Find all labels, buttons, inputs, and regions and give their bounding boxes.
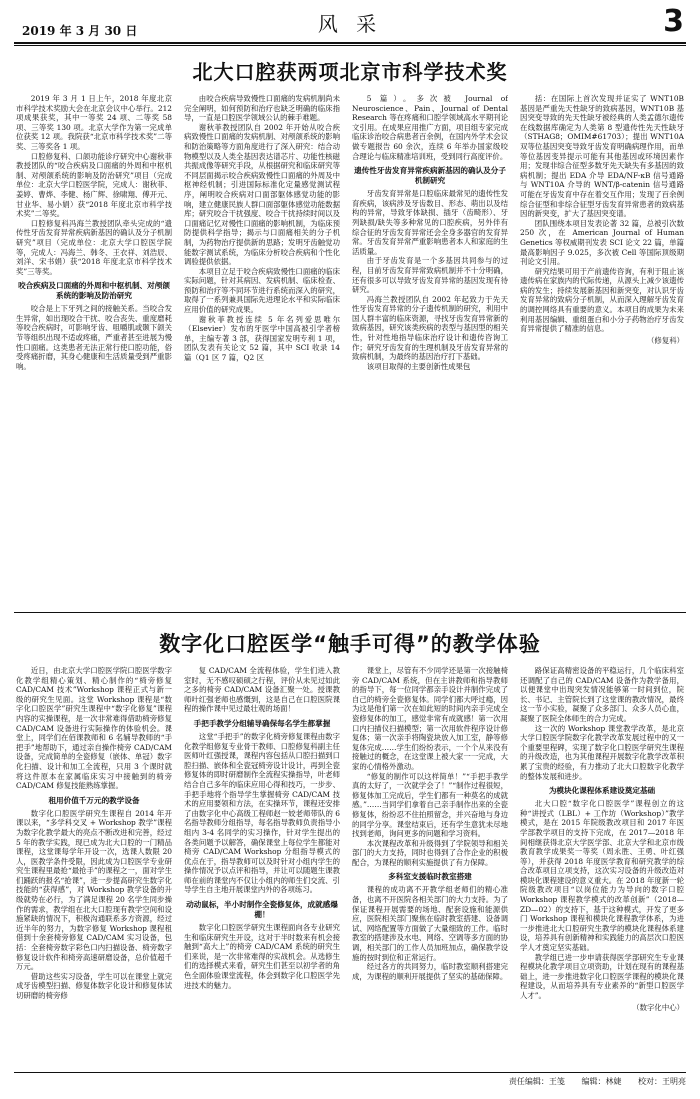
paragraph: 课程的成功离不开教学组老师们的精心准备，也离不开医院各相关部门的大力支持。为了保证课程开展需要的场地、配套设施和能源供应，医院相关部门聚焦在临时教室搭建、设备调试、网络配置等方面做了大量细致的工作。临时教室的搭建涉及水电、网络、空调等多方面的协调，相关部门的工作人员加班加点，确保教学设施的按时到位和正常运行。 (352, 885, 508, 962)
article2-column-4 (520, 666, 684, 1068)
article1-title: 北大口腔获两项北京市科学技术奖 (192, 60, 508, 84)
article1-column-1 (16, 94, 172, 600)
paragraph: 牙齿发育异常是口腔临床最常见的遗传性发育疾病，该病涉及牙齿数目、形态、萌出以及结构的异常，导致牙体缺损、插牙（齿畸形）、牙列缺损/缺失等多种常见的口腔疾病，另外伴有综合征的牙齿发育异常还会全身多器官的发育异常。牙齿发育异常严重影响患者本人和家庭的生活质量。 (352, 189, 508, 256)
paragraph: 研究结果可用于产前遗传咨询，有利于阻止该遗传病在家族内的代际传递，从源头上减少该遗传病的发生；持续发展新基因和新突变，对认识牙齿发育异常的致病分子机制，从而深入理解牙齿发育的调控网络具有重要的意义。本项目的成果为未来利用基因编辑、重组蛋白和小分子药物治疗牙齿发育异常提供了精准的信息。 (520, 266, 684, 334)
paragraph: 口腔修复科、口颌功能诊疗研究中心谢秋菲教授团队的“咬合疾病及口面痛的外周和中枢机制、对颅颌系统的影响及防治研究”项目（完成单位：北京大学口腔医学院，完成人：谢秋菲、姜婷、曹烨、李健、杨广辉、徐啸翔、傅开元、甘业华、易小娟）获“2018 年度北京市科学技术奖”二等奖。 (16, 151, 172, 219)
article2-byline: （数字化中心） (632, 1002, 684, 1012)
paragraph: 谢秋菲教授连续 5 年名列爱思唯尔（Elsevier）发布的牙医学中国高被引学者榜单，主编专著 3 部，获得国家发明专利 1 项，团队发表有关论文 52 篇，其中 SCI 收录 14 篇（Q1 区 7 篇，Q2 区 (184, 314, 340, 363)
paragraph: 口腔修复科冯海兰教授团队牵头完成的“遗传性牙齿发育异常疾病新基因的确认及分子机制研究”项目（完成单位：北京大学口腔医学院等，完成人：冯海兰、韩冬、王衣祥、刘浩辰、刘洋、宋书娟）获“2018 年度北京市科学技术奖”三等奖。 (16, 218, 172, 276)
paragraph: 冯海兰教授团队自 2002 年起致力于先天性牙齿发育异常的分子遗传机制的研究，利用中国人群丰富的临床资源，寻找牙齿发育异常新的致病基因，研究该类疾病的表型与基因型的相关性，针对性地指导临床治疗设计和遗传咨询工作；研究牙齿发育的生理机制及牙齿发育异常的致病机制，为最终的基因治疗打下基础。 (352, 294, 508, 362)
paragraph: 团队围绕本项目发表论著 32 篇，总被引次数 250 次，在 American Journal of Human Genetics 等权威期刊发表 SCI 论文 22 篇，单篇最高影响因子 9.025，多次被 Cell 等国际顶级期刊论文引用。 (520, 218, 684, 267)
article1-column-2 (184, 94, 340, 600)
paragraph: 课堂上，尽管有不少同学还是第一次接触椅旁 CAD/CAM 系统，但在主讲教师和指导教师的指导下，每一位同学都亲手设计并制作完成了自己的椅旁全瓷修复体。同学们都大呼过瘾，因为这是他们第一次在如此短的时间内亲手完成全瓷修复体的加工，感觉非常有成就感！第一次用口内扫描仪扫描模型；第一次用软件程序设计修复体；第一次亲手将陶瓷块放入加工室，静等修复体完成……学生们纷纷表示，一个个从来没有接触过的概念，在这堂课上被大家一一完成，大家的心情格外激动。 (352, 666, 508, 771)
article1-byline: （修复科） (647, 335, 684, 345)
footer-layout: 编辑：林婕 (581, 1077, 622, 1086)
paragraph: 本次课程改革和升级得到了学院领导和相关部门的大力支持，同时也得到了合作企业的积极配合，为课程的顺利实施提供了有力保障。 (352, 838, 508, 867)
paragraph: 借助这些实习设备，学生可以在课堂上就完成牙齿模型扫描、修复体数字化设计和修复体试切研磨的椅旁修 (16, 971, 172, 1000)
paragraph: 经过各方的共同努力，临时教室顺利搭建完成，为课程的顺利开展提供了坚实的基础保障。 (352, 962, 508, 981)
paragraph: 括：在国际上首次发现并证实了 WNT10B 基因是严重先天性缺牙的致病基因，WNT10B 基因突变导致的先天性缺牙被经典的人类孟德尔遗传在线数据库确定为人类第 8 型遗传性先天性缺牙（STHAG8；OMIM#61703）；提出 WNT10A 双等位基因突变导致牙齿发育明确病理作用，而单等位基因变异提示可能有其他基因或环境因素作用；发现非综合征型多数牙先天缺失有多基因的致病机制；提出 EDA 介导 EDA/NF-κB 信号通路与 WNT10A 介导的 WNT/β-catenin 信号通路可能在牙齿发育中存在着交互作用；发现了百余例综合征型和非综合征型牙齿发育异常患者的致病基因的新突变，扩大了基因突变谱。 (520, 94, 684, 219)
page-number: 3 (663, 4, 684, 39)
article-divider (14, 612, 686, 613)
paragraph: 北大口腔“数字化口腔医学”课程创立的这种“讲授式（LBL）+ 工作坊（Workshop）”教学模式，是在 2015 年院级教改项目和 2017 年医学部教学项目的支持下完成，在 2017—2018 年间相继获得北京大学医学部、北京大学和北京市级教育教学成果奖一等奖（周永胜、王勇、叶红强等），并获得 2018 年度医学教育和研究教学的综合改革项目立项支持，这次实习设备的升级改造对模块化课程建设的意义重大。在 2018 年度新一轮院级教改项目“以岗位能力为导向的数字口腔 Workshop 课程教学模式的改革创新”（2018—ZD—02）的支持下，基于这种模式，开发了更多门 Workshop 课程和模块化课程教学体系，为进一步推进北大口腔研究生教学的模块化课程体系建设，培养具有创新精神和实践能力的高层次口腔医学人才奠定坚实基础。 (520, 799, 684, 953)
footer-proof: 校对：王明亮 (638, 1077, 686, 1086)
article1-column-4 (520, 94, 684, 600)
article2-subheading-4: 多科室支援临时教室搭建 (388, 872, 472, 882)
section-title: 风 采 (317, 12, 383, 36)
article2-subheading-5: 为模块化课程体系建设奠定基础 (548, 786, 656, 796)
article2-column-1 (16, 666, 172, 1068)
paragraph: 数字化口腔医学研究生课程面向各专业研究生和临床研究生开设，这对于半时数来有机会接触到“高大上”的椅旁 CAD/CAM 系统的研究生们来说，是一次非常难得的实战机会。从选修生们的选择模式来看，研究生们甚至以初学者的角色全面体验课堂流程，体会到数字化口腔医学先进技术的魅力。 (184, 923, 340, 990)
paragraph: 谢秋菲教授团队自 2002 年开始从咬合疾病致慢性口面痛的发病机制、对颅颌系统的影响和防治策略等方面角度进行了深入研究：结合动物模型以及人类全基因表达谱芯片、功能性核磁共振成像等研究手段，从根据研究和临床研究等不同层面揭示咬合疾病致慢性口面痛的外周及中枢神经机制；引进国际标准化定量感觉测试程序，阐明咬合疾病对口面部躯体感觉功能的影响，建立健康民族人群口面部躯体感觉功能数据库；研究咬合干扰强度、咬合干扰持续时间以及口面痛记忆对慢性口面痛的影响机制，为临床预防提供科学指导；揭示与口面痛相关的分子机制，为药物治疗提供新的思路；发明牙齿触觉功能数字测试系统，为临床分析咬合疾病和个性化调验提供依据。 (184, 122, 340, 267)
article2-title: 数字化口腔医学“触手可得”的教学体验 (159, 632, 541, 656)
article2-column-2 (184, 666, 340, 1068)
paragraph: 5 篇）。多次被 Journal of Neuroscience、Pain、Journal of Dental Research 等在疼痛和口腔学领域高水平期刊论文引用。在成果应用推广方面，项目组专家完成临床诊治咬合病患者百余例，在国内外学术会议做专题报告 60 余次，连续 6 年举办国家级咬合理论与临床精准培训班，受到同行高度评价。 (352, 94, 508, 161)
paragraph: 本项目立足于咬合疾病致慢性口面痛的临床实际问题，针对其病因、发病机制、临床检查、预防和治疗等不同环节进行系统而深入的研究，取得了一系列兼具国际先进理论水平和实际临床应用价值的研究成果。 (184, 266, 340, 315)
paragraph: 2019 年 3 月 1 日上午，2018 年度北京市科学技术奖励大会在北京会议中心举行。212 项成果获奖，其中一等奖 24 项、二等奖 58 项、三等奖 130 项。北京大学作为第一完成单位获奖 12 项。我院获“北京市科学技术奖”二等奖、三等奖各 1 项。 (16, 94, 172, 151)
paragraph: 数字化口腔医学研究生课程自 2014 年开课以来，“多学科交叉 + Workshop 教学”课程为数字化教学最大的亮点不断改进和完善，经过 5 年的教学实践，现已成为北大口腔的一门精品课程，这堂课每学年开设一次，选课人数限 20 人，医教学条件受限，因此成为口腔医学专业研究生课程里最抢“最抢手”的课程之一，面对学生们踊跃的报名“抢课”，进一步提高研究生数字化技能的“获得感”，对 Workshop 教学设备的升级就势在必行，为了满足课程 20 名学生同步操作的需求，教学组在北大口腔现有教学空间和设施紧缺的情况下，积极沟通联系多方资源，经过近半年的努力，为数字修复 Workshop 课程租借到十余套椅旁修复 CAD/CAM 实习设备，包括：全套椅旁数字彩色口内扫描设备、椅旁数字修复设计软件和椅旁高速研磨设备，总价值超千万元。 (16, 808, 172, 972)
header-rule-thin (14, 45, 686, 46)
paragraph: 由于牙齿发育是一个多基因共同参与的过程，目前牙齿发育异常致病机制并不十分明确，还有很多可以导致牙齿发育异常的基因发现有待研究。 (352, 256, 508, 295)
page-footer (14, 1076, 686, 1087)
article2-subheading-3: 动动鼠标，半小时制作全瓷修复体，成就感爆棚！ (186, 900, 338, 920)
paragraph: 由咬合疾病导致慢性口面痛的发病机制尚未完全阐明，如何预防和治疗也缺乏明确的临床指导，一直是口腔医学领域公认的棘手难题。 (184, 94, 340, 123)
article1-subheading-2: 遗传性牙齿发育异常疾病新基因的确认及分子机制研究 (354, 166, 506, 186)
article2-column-3 (352, 666, 508, 1068)
header-rule (14, 42, 686, 44)
paragraph: 咬合是上下牙列之间的接触关系。当咬合发生异常，如出现咬合干扰、咬合丧失、重度磨耗等咬合疾病时，可影响牙齿、咀嚼肌或颞下颌关节等组织出现不适或疼痛，严重者甚至进展为慢性口面痛。这类患者无法正常行使口腔功能，俗受疼痛折磨，其身心健康和生活质量受到严重影响。 (16, 304, 172, 371)
paragraph: 这一次的 Workshop 课堂教学改革，是北京大学口腔医学院数字化教学改革发展过程中的又一个重要里程碑，实现了数字化口腔医学研究生课程的升级改造，也为其他课程开展数字化教学改革积累了宝贵的经验，有力推动了北大口腔数字化教学的整体发展和进步。 (520, 723, 684, 781)
paragraph: 该项目取得的主要创新性成果包 (366, 361, 471, 371)
paragraph: 路保证高精密设备的平稳运行，几个临床科室还调配了自己的 CAD/CAM 设备作为教学备用，以便课堂中出现突发情况能够第一时间到位，院长、书记、主管院长到了这堂课的教改情况，最终这一节小实验，凝聚了众多部门、众多人员心血，凝聚了医院全体师生的合力完成。 (520, 666, 684, 723)
paragraph: 教学组已进一步申请获得医学部研究生专业课程模块化教学项目立项资助，计划在现有的课程基础上，进一步推进数字化口腔医学课程的模块化课程建设，从而培养具有专业素养的“新型口腔医学人才”。 (520, 952, 684, 1000)
footer-rule (14, 1072, 686, 1073)
paragraph: “修复的制作可以这样简单！”“手把手教学真的太好了，一次就学会了！”“制作过程很短，修复体加工完成后，学生们都有一种莫名的成就感。”……当同学们拿着自己亲手制作出来的全瓷修复体，纷纷忍不住拍照留念，并兴奋地与身边的同学分享。课堂结束后，还有学生意犹未尽地找到老师，询问更多的问题和学习资料。 (352, 771, 508, 839)
article1-subheading-1: 咬合疾病及口面痛的外周和中枢机制、对颅颌系统的影响及防治研究 (18, 281, 170, 301)
paragraph: 复 CAD/CAM 全流程体验，学生们进入教室时，无不感叹硕硕之行程，评价从未见过如此之多的椅旁 CAD/CAM 设备汇聚一处。授课教师叶红强老师也感慨到，这是自己在口腔医院课程的操作课中见过最壮观的场面！ (184, 666, 340, 714)
paragraph: 这堂“手把手”的数字化椅旁修复课程由数字化教学组修复专业骨干教师、口腔修复科副主任医师叶红强授课，课程内容包括从口腔扫描到口腔扫描、嵌体和全瓷冠椅旁设计设计，再到全瓷修复体的即时研磨制作全流程实操指导，叶老师结合自己多年的临床应用心得和技巧，一步步、手把手地将个指导学生掌握椅旁 CAD/CAM 技术的应用要领和方法，在实操环节，课程还安排了由数字化中心高级工程师赵一姣老师带队的 6 名指导教师分组指导，每名指导教师负责指导小组内 3-4 名同学的实习操作，针对学生提出的各类问题予以解答，确保课堂上每位学生都能对椅旁 CAD/CAM Workshop 分组指导模式的优点在于，指导教师可以及时针对小组内学生的操作情况予以点评和指导，并让可以随题生课教师在前的课堂内不仅让小组内的师生们交流、引导学生自主地开展课堂内外的各项练习。 (184, 731, 340, 895)
article2-subheading-2: 手把手教学分组辅导确保每名学生都掌握 (193, 718, 331, 728)
article1-column-3 (352, 94, 508, 600)
paragraph: 近日，由北京大学口腔医学院口腔医学数字化教学组精心策划、精心制作的“椅旁修复 CAD/CAM 技术”Workshop 课程正式与新一级的研究生见面。这堂 Workshop 课程是“数字化口腔医学”研究生课程中“数字化修复”课程内容的实操课程，是一次非常难得借助椅旁修复 CAD/CAM 设备进行实际操作的体验机会。课堂上，同学们在佰课教师和 6 名辅导教师的“手把手”地帮助下，通过亲自操作椅旁 CAD/CAM 设备，完成简单的全瓷修复（嵌体、单冠）数字化扫描、设计和加工全流程，只用 3 个课时就将这件原本在家属临床实习中接触到的椅旁 CAD/CAM 修复技能熟练掌握。 (16, 666, 172, 791)
article2-subheading-1: 租用价值千万元的教学设备 (48, 795, 140, 805)
issue-date: 2019 年 3 月 30 日 (22, 24, 138, 38)
page-header (14, 4, 686, 40)
footer-editor: 责任编辑：王笺 (508, 1077, 565, 1086)
